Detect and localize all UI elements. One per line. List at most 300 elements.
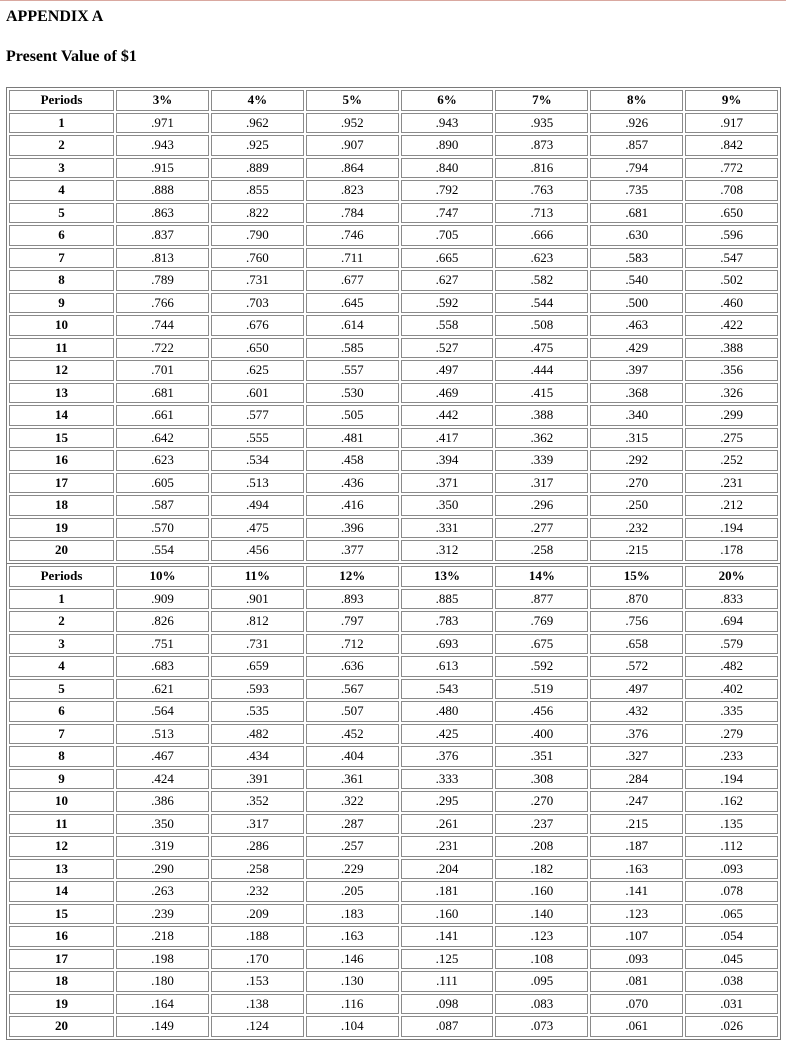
period-cell: 19 bbox=[9, 518, 114, 539]
value-cell: .377 bbox=[306, 540, 399, 561]
period-cell: 10 bbox=[9, 791, 114, 812]
value-cell: .065 bbox=[685, 904, 778, 925]
value-cell: .417 bbox=[401, 428, 494, 449]
table-row bbox=[9, 338, 778, 359]
value-cell: .650 bbox=[211, 338, 304, 359]
value-cell: .613 bbox=[401, 656, 494, 677]
value-cell: .481 bbox=[306, 428, 399, 449]
value-cell: .204 bbox=[401, 859, 494, 880]
table-row bbox=[9, 158, 778, 179]
value-cell: .840 bbox=[401, 158, 494, 179]
value-cell: .681 bbox=[116, 383, 209, 404]
value-cell: .572 bbox=[590, 656, 683, 677]
value-cell: .416 bbox=[306, 495, 399, 516]
value-cell: .308 bbox=[495, 769, 588, 790]
table-row bbox=[9, 679, 778, 700]
table-row bbox=[9, 589, 778, 610]
period-cell: 15 bbox=[9, 428, 114, 449]
value-cell: .054 bbox=[685, 926, 778, 947]
value-cell: .194 bbox=[685, 518, 778, 539]
value-cell: .252 bbox=[685, 450, 778, 471]
value-cell: .397 bbox=[590, 360, 683, 381]
value-cell: .104 bbox=[306, 1016, 399, 1037]
value-cell: .500 bbox=[590, 293, 683, 314]
value-cell: .232 bbox=[590, 518, 683, 539]
value-cell: .317 bbox=[211, 814, 304, 835]
periods-header: Periods bbox=[9, 566, 114, 587]
value-cell: .149 bbox=[116, 1016, 209, 1037]
value-cell: .112 bbox=[685, 836, 778, 857]
value-cell: .258 bbox=[211, 859, 304, 880]
value-cell: .250 bbox=[590, 495, 683, 516]
table-row bbox=[9, 180, 778, 201]
value-cell: .915 bbox=[116, 158, 209, 179]
table-row bbox=[9, 769, 778, 790]
value-cell: .605 bbox=[116, 473, 209, 494]
value-cell: .625 bbox=[211, 360, 304, 381]
value-cell: .735 bbox=[590, 180, 683, 201]
table-row bbox=[9, 634, 778, 655]
period-cell: 18 bbox=[9, 971, 114, 992]
table-row bbox=[9, 113, 778, 134]
value-cell: .935 bbox=[495, 113, 588, 134]
header-row bbox=[9, 566, 778, 587]
period-cell: 13 bbox=[9, 859, 114, 880]
value-cell: .432 bbox=[590, 701, 683, 722]
value-cell: .315 bbox=[590, 428, 683, 449]
value-cell: .746 bbox=[306, 225, 399, 246]
value-cell: .527 bbox=[401, 338, 494, 359]
value-cell: .312 bbox=[401, 540, 494, 561]
value-cell: .444 bbox=[495, 360, 588, 381]
rate-header: 3% bbox=[116, 90, 209, 111]
rate-header: 8% bbox=[590, 90, 683, 111]
value-cell: .535 bbox=[211, 701, 304, 722]
value-cell: .284 bbox=[590, 769, 683, 790]
table-row bbox=[9, 495, 778, 516]
period-cell: 5 bbox=[9, 203, 114, 224]
value-cell: .458 bbox=[306, 450, 399, 471]
value-cell: .513 bbox=[211, 473, 304, 494]
value-cell: .943 bbox=[401, 113, 494, 134]
value-cell: .623 bbox=[116, 450, 209, 471]
value-cell: .237 bbox=[495, 814, 588, 835]
value-cell: .350 bbox=[116, 814, 209, 835]
value-cell: .636 bbox=[306, 656, 399, 677]
value-cell: .890 bbox=[401, 135, 494, 156]
period-cell: 8 bbox=[9, 270, 114, 291]
rate-header: 20% bbox=[685, 566, 778, 587]
value-cell: .070 bbox=[590, 994, 683, 1015]
value-cell: .081 bbox=[590, 971, 683, 992]
value-cell: .555 bbox=[211, 428, 304, 449]
value-cell: .263 bbox=[116, 881, 209, 902]
value-cell: .747 bbox=[401, 203, 494, 224]
value-cell: .497 bbox=[590, 679, 683, 700]
value-cell: .331 bbox=[401, 518, 494, 539]
value-cell: .215 bbox=[590, 540, 683, 561]
value-cell: .327 bbox=[590, 746, 683, 767]
value-cell: .592 bbox=[401, 293, 494, 314]
period-cell: 6 bbox=[9, 701, 114, 722]
value-cell: .842 bbox=[685, 135, 778, 156]
value-cell: .141 bbox=[401, 926, 494, 947]
period-cell: 17 bbox=[9, 473, 114, 494]
value-cell: .182 bbox=[495, 859, 588, 880]
value-cell: .813 bbox=[116, 248, 209, 269]
value-cell: .163 bbox=[306, 926, 399, 947]
value-cell: .826 bbox=[116, 611, 209, 632]
value-cell: .557 bbox=[306, 360, 399, 381]
value-cell: .763 bbox=[495, 180, 588, 201]
value-cell: .286 bbox=[211, 836, 304, 857]
period-cell: 4 bbox=[9, 656, 114, 677]
periods-header: Periods bbox=[9, 90, 114, 111]
period-cell: 1 bbox=[9, 589, 114, 610]
period-cell: 5 bbox=[9, 679, 114, 700]
value-cell: .508 bbox=[495, 315, 588, 336]
value-cell: .650 bbox=[685, 203, 778, 224]
value-cell: .614 bbox=[306, 315, 399, 336]
value-cell: .339 bbox=[495, 450, 588, 471]
value-cell: .494 bbox=[211, 495, 304, 516]
value-cell: .026 bbox=[685, 1016, 778, 1037]
value-cell: .231 bbox=[401, 836, 494, 857]
period-cell: 16 bbox=[9, 926, 114, 947]
value-cell: .270 bbox=[495, 791, 588, 812]
value-cell: .823 bbox=[306, 180, 399, 201]
value-cell: .061 bbox=[590, 1016, 683, 1037]
value-cell: .513 bbox=[116, 724, 209, 745]
value-cell: .434 bbox=[211, 746, 304, 767]
value-cell: .962 bbox=[211, 113, 304, 134]
value-cell: .083 bbox=[495, 994, 588, 1015]
value-cell: .877 bbox=[495, 589, 588, 610]
value-cell: .038 bbox=[685, 971, 778, 992]
value-cell: .130 bbox=[306, 971, 399, 992]
value-cell: .567 bbox=[306, 679, 399, 700]
value-cell: .078 bbox=[685, 881, 778, 902]
table-row bbox=[9, 746, 778, 767]
value-cell: .507 bbox=[306, 701, 399, 722]
value-cell: .463 bbox=[590, 315, 683, 336]
value-cell: .675 bbox=[495, 634, 588, 655]
value-cell: .630 bbox=[590, 225, 683, 246]
table-row bbox=[9, 203, 778, 224]
value-cell: .863 bbox=[116, 203, 209, 224]
value-cell: .475 bbox=[495, 338, 588, 359]
value-cell: .194 bbox=[685, 769, 778, 790]
value-cell: .783 bbox=[401, 611, 494, 632]
value-cell: .218 bbox=[116, 926, 209, 947]
table-row bbox=[9, 248, 778, 269]
value-cell: .376 bbox=[590, 724, 683, 745]
rate-header: 12% bbox=[306, 566, 399, 587]
value-cell: .031 bbox=[685, 994, 778, 1015]
value-cell: .402 bbox=[685, 679, 778, 700]
value-cell: .111 bbox=[401, 971, 494, 992]
value-cell: .705 bbox=[401, 225, 494, 246]
value-cell: .140 bbox=[495, 904, 588, 925]
value-cell: .864 bbox=[306, 158, 399, 179]
value-cell: .893 bbox=[306, 589, 399, 610]
value-cell: .901 bbox=[211, 589, 304, 610]
value-cell: .368 bbox=[590, 383, 683, 404]
value-cell: .587 bbox=[116, 495, 209, 516]
value-cell: .661 bbox=[116, 405, 209, 426]
value-cell: .258 bbox=[495, 540, 588, 561]
value-cell: .889 bbox=[211, 158, 304, 179]
value-cell: .888 bbox=[116, 180, 209, 201]
value-cell: .208 bbox=[495, 836, 588, 857]
table-row bbox=[9, 540, 778, 561]
value-cell: .153 bbox=[211, 971, 304, 992]
value-cell: .456 bbox=[495, 701, 588, 722]
value-cell: .394 bbox=[401, 450, 494, 471]
period-cell: 19 bbox=[9, 994, 114, 1015]
value-cell: .540 bbox=[590, 270, 683, 291]
value-cell: .769 bbox=[495, 611, 588, 632]
value-cell: .582 bbox=[495, 270, 588, 291]
value-cell: .188 bbox=[211, 926, 304, 947]
value-cell: .837 bbox=[116, 225, 209, 246]
period-cell: 20 bbox=[9, 1016, 114, 1037]
value-cell: .683 bbox=[116, 656, 209, 677]
value-cell: .475 bbox=[211, 518, 304, 539]
table-row bbox=[9, 971, 778, 992]
value-cell: .275 bbox=[685, 428, 778, 449]
table-row bbox=[9, 518, 778, 539]
value-cell: .292 bbox=[590, 450, 683, 471]
value-cell: .181 bbox=[401, 881, 494, 902]
value-cell: .350 bbox=[401, 495, 494, 516]
value-cell: .279 bbox=[685, 724, 778, 745]
value-cell: .816 bbox=[495, 158, 588, 179]
value-cell: .570 bbox=[116, 518, 209, 539]
value-cell: .712 bbox=[306, 634, 399, 655]
value-cell: .299 bbox=[685, 405, 778, 426]
value-cell: .352 bbox=[211, 791, 304, 812]
table-row bbox=[9, 814, 778, 835]
value-cell: .577 bbox=[211, 405, 304, 426]
table-row bbox=[9, 926, 778, 947]
top-divider bbox=[0, 0, 786, 1]
value-cell: .676 bbox=[211, 315, 304, 336]
table-row bbox=[9, 405, 778, 426]
value-cell: .135 bbox=[685, 814, 778, 835]
value-cell: .659 bbox=[211, 656, 304, 677]
value-cell: .593 bbox=[211, 679, 304, 700]
table-row bbox=[9, 611, 778, 632]
value-cell: .596 bbox=[685, 225, 778, 246]
table-row bbox=[9, 994, 778, 1015]
rate-header: 6% bbox=[401, 90, 494, 111]
table-row bbox=[9, 881, 778, 902]
appendix-title: APPENDIX A bbox=[6, 8, 104, 25]
value-cell: .093 bbox=[685, 859, 778, 880]
period-cell: 15 bbox=[9, 904, 114, 925]
value-cell: .404 bbox=[306, 746, 399, 767]
rate-header: 7% bbox=[495, 90, 588, 111]
value-cell: .467 bbox=[116, 746, 209, 767]
table-subtitle: Present Value of $1 bbox=[6, 48, 137, 65]
value-cell: .178 bbox=[685, 540, 778, 561]
table-row bbox=[9, 450, 778, 471]
value-cell: .232 bbox=[211, 881, 304, 902]
value-cell: .340 bbox=[590, 405, 683, 426]
value-cell: .722 bbox=[116, 338, 209, 359]
rate-header: 11% bbox=[211, 566, 304, 587]
value-cell: .261 bbox=[401, 814, 494, 835]
value-cell: .519 bbox=[495, 679, 588, 700]
value-cell: .231 bbox=[685, 473, 778, 494]
value-cell: .543 bbox=[401, 679, 494, 700]
value-cell: .766 bbox=[116, 293, 209, 314]
value-cell: .107 bbox=[590, 926, 683, 947]
value-cell: .621 bbox=[116, 679, 209, 700]
value-cell: .460 bbox=[685, 293, 778, 314]
value-cell: .388 bbox=[495, 405, 588, 426]
value-cell: .480 bbox=[401, 701, 494, 722]
value-cell: .857 bbox=[590, 135, 683, 156]
value-cell: .469 bbox=[401, 383, 494, 404]
value-cell: .926 bbox=[590, 113, 683, 134]
value-cell: .708 bbox=[685, 180, 778, 201]
value-cell: .623 bbox=[495, 248, 588, 269]
value-cell: .772 bbox=[685, 158, 778, 179]
value-cell: .711 bbox=[306, 248, 399, 269]
value-cell: .388 bbox=[685, 338, 778, 359]
value-cell: .163 bbox=[590, 859, 683, 880]
table-row bbox=[9, 724, 778, 745]
period-cell: 13 bbox=[9, 383, 114, 404]
value-cell: .554 bbox=[116, 540, 209, 561]
value-cell: .319 bbox=[116, 836, 209, 857]
period-cell: 11 bbox=[9, 814, 114, 835]
value-cell: .870 bbox=[590, 589, 683, 610]
value-cell: .116 bbox=[306, 994, 399, 1015]
value-cell: .665 bbox=[401, 248, 494, 269]
period-cell: 7 bbox=[9, 248, 114, 269]
value-cell: .093 bbox=[590, 949, 683, 970]
value-cell: .731 bbox=[211, 634, 304, 655]
value-cell: .436 bbox=[306, 473, 399, 494]
period-cell: 14 bbox=[9, 405, 114, 426]
rate-header: 13% bbox=[401, 566, 494, 587]
value-cell: .215 bbox=[590, 814, 683, 835]
value-cell: .544 bbox=[495, 293, 588, 314]
period-cell: 1 bbox=[9, 113, 114, 134]
table-row bbox=[9, 904, 778, 925]
value-cell: .290 bbox=[116, 859, 209, 880]
value-cell: .855 bbox=[211, 180, 304, 201]
period-cell: 18 bbox=[9, 495, 114, 516]
value-cell: .797 bbox=[306, 611, 399, 632]
value-cell: .583 bbox=[590, 248, 683, 269]
rate-header: 14% bbox=[495, 566, 588, 587]
value-cell: .233 bbox=[685, 746, 778, 767]
value-cell: .183 bbox=[306, 904, 399, 925]
value-cell: .160 bbox=[495, 881, 588, 902]
value-cell: .794 bbox=[590, 158, 683, 179]
value-cell: .677 bbox=[306, 270, 399, 291]
table-row bbox=[9, 656, 778, 677]
value-cell: .760 bbox=[211, 248, 304, 269]
table-row bbox=[9, 701, 778, 722]
value-cell: .642 bbox=[116, 428, 209, 449]
value-cell: .123 bbox=[495, 926, 588, 947]
value-cell: .452 bbox=[306, 724, 399, 745]
period-cell: 4 bbox=[9, 180, 114, 201]
value-cell: .187 bbox=[590, 836, 683, 857]
value-cell: .229 bbox=[306, 859, 399, 880]
value-cell: .666 bbox=[495, 225, 588, 246]
value-cell: .592 bbox=[495, 656, 588, 677]
value-cell: .456 bbox=[211, 540, 304, 561]
value-cell: .579 bbox=[685, 634, 778, 655]
value-cell: .212 bbox=[685, 495, 778, 516]
value-cell: .429 bbox=[590, 338, 683, 359]
period-cell: 17 bbox=[9, 949, 114, 970]
table-row bbox=[9, 428, 778, 449]
value-cell: .180 bbox=[116, 971, 209, 992]
value-cell: .287 bbox=[306, 814, 399, 835]
value-cell: .442 bbox=[401, 405, 494, 426]
rate-header: 9% bbox=[685, 90, 778, 111]
value-cell: .296 bbox=[495, 495, 588, 516]
value-cell: .045 bbox=[685, 949, 778, 970]
value-cell: .530 bbox=[306, 383, 399, 404]
rate-header: 4% bbox=[211, 90, 304, 111]
value-cell: .627 bbox=[401, 270, 494, 291]
value-cell: .497 bbox=[401, 360, 494, 381]
value-cell: .756 bbox=[590, 611, 683, 632]
value-cell: .422 bbox=[685, 315, 778, 336]
value-cell: .564 bbox=[116, 701, 209, 722]
value-cell: .424 bbox=[116, 769, 209, 790]
header-row bbox=[9, 90, 778, 111]
period-cell: 7 bbox=[9, 724, 114, 745]
period-cell: 3 bbox=[9, 634, 114, 655]
value-cell: .160 bbox=[401, 904, 494, 925]
value-cell: .873 bbox=[495, 135, 588, 156]
value-cell: .952 bbox=[306, 113, 399, 134]
present-value-table-low-rates bbox=[6, 87, 781, 564]
value-cell: .917 bbox=[685, 113, 778, 134]
value-cell: .693 bbox=[401, 634, 494, 655]
value-cell: .784 bbox=[306, 203, 399, 224]
period-cell: 14 bbox=[9, 881, 114, 902]
period-cell: 2 bbox=[9, 135, 114, 156]
value-cell: .681 bbox=[590, 203, 683, 224]
value-cell: .371 bbox=[401, 473, 494, 494]
rate-header: 15% bbox=[590, 566, 683, 587]
table-row bbox=[9, 135, 778, 156]
value-cell: .376 bbox=[401, 746, 494, 767]
period-cell: 8 bbox=[9, 746, 114, 767]
rate-header: 10% bbox=[116, 566, 209, 587]
value-cell: .108 bbox=[495, 949, 588, 970]
table-row bbox=[9, 383, 778, 404]
value-cell: .239 bbox=[116, 904, 209, 925]
value-cell: .322 bbox=[306, 791, 399, 812]
value-cell: .162 bbox=[685, 791, 778, 812]
value-cell: .125 bbox=[401, 949, 494, 970]
rate-header: 5% bbox=[306, 90, 399, 111]
period-cell: 3 bbox=[9, 158, 114, 179]
value-cell: .505 bbox=[306, 405, 399, 426]
value-cell: .198 bbox=[116, 949, 209, 970]
